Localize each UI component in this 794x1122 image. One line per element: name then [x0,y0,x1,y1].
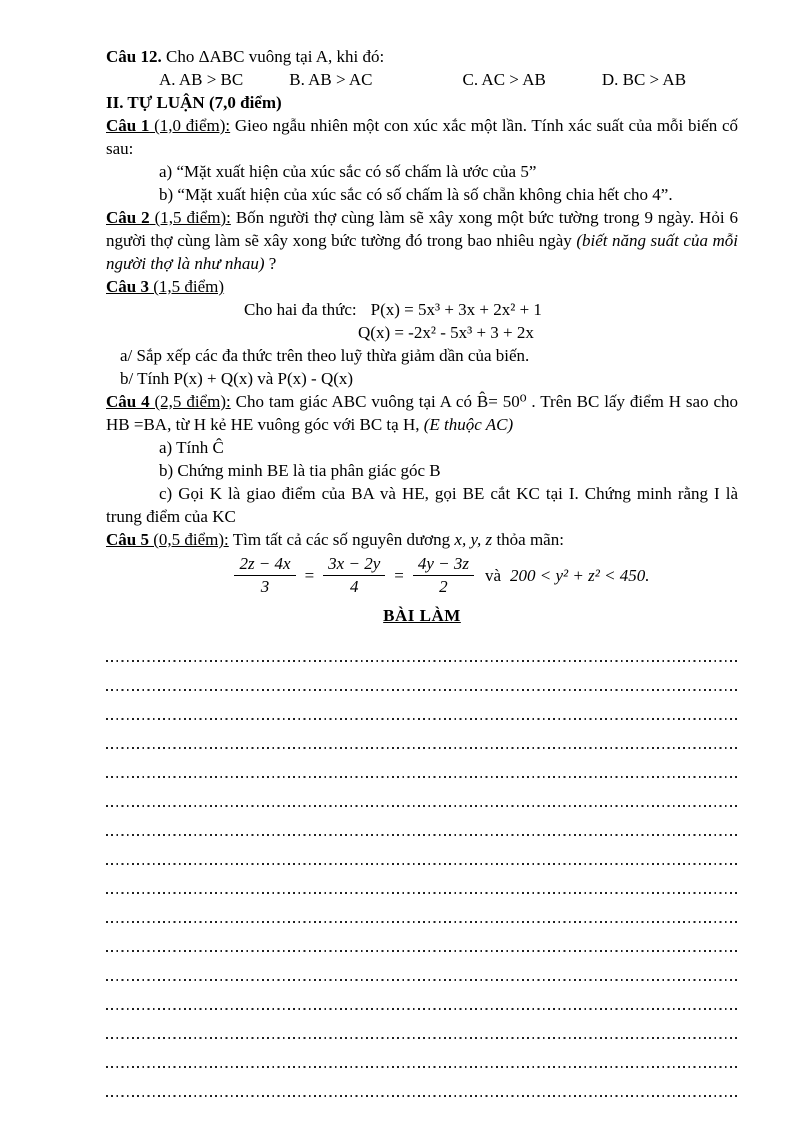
answer-line [106,691,738,720]
q3-heading-text [106,277,224,296]
q3-item-b: b/ Tính P(x) + Q(x) và P(x) - Q(x) [120,369,354,388]
q2-label: Câu 2 [106,208,150,227]
q3-item-a: a/ Sắp xếp các đa thức trên theo luỹ thừa giảm dần của biến. [120,346,530,365]
q2-body: Bốn người thợ cùng làm sẽ xây xong một bức tường trong 9 ngày. Hỏi 6 người thợ cùng làm sẽ xây xong bức tường đó trong bao nhiêu ngày [106,208,738,250]
q12-option-a: A. AB > BC [159,70,244,89]
q12-stem: Cho ΔABC vuông tại A, khi đó: [165,47,385,66]
answer-line [106,923,738,952]
q3-polynomial-p-line [244,298,738,321]
q12-label: Câu 12. [106,47,162,66]
q5-body: Tìm tất cả các số nguyên dương [232,530,451,549]
and-word: và [484,565,502,585]
question-4 [106,390,738,436]
answer-line [106,1039,738,1068]
q5-variables: x, y, z [454,530,493,549]
fraction-2-numerator: 3x − 2y [323,553,385,576]
fraction-2 [323,553,385,597]
q4-item-a [159,436,738,459]
answer-line [106,807,738,836]
question-12 [106,45,738,68]
q1-label: Câu 1 [106,116,150,135]
fraction-3-denominator: 2 [439,577,448,596]
question-2 [106,206,738,275]
answer-line [106,836,738,865]
q2-points: (1,5 điểm): [149,208,231,227]
q12-options [106,68,738,91]
fraction-1-numerator: 2z − 4x [234,553,295,576]
answer-heading [106,604,738,627]
q4-item-a-text: a) Tính [159,438,209,457]
answer-line [106,778,738,807]
q5-heading [106,530,229,549]
answer-line [106,749,738,778]
q4-angle-b: B̂= 50⁰ [476,392,527,411]
answer-line [106,865,738,894]
equals-sign: = [304,565,315,585]
fraction-1 [234,553,295,597]
answer-heading-text: BÀI LÀM [383,606,461,625]
q5-label: Câu 5 [106,530,149,549]
fraction-3 [413,553,474,597]
q5-points: (0,5 điểm): [148,530,229,549]
q4-heading [106,392,231,411]
answer-line [106,894,738,923]
answer-line [106,1010,738,1039]
answer-line [106,633,738,662]
q1-heading [106,116,230,135]
q3-label: Câu 3 [106,277,149,296]
q3-intro: Cho hai đa thức: [244,300,357,319]
fraction-3-numerator: 4y − 3z [413,553,474,576]
q4-points: (2,5 điểm): [149,392,231,411]
q1-item-b: b) “Mặt xuất hiện của xúc sắc có số chấm là số chẵn không chia hết cho 4”. [159,185,673,204]
answer-line [106,662,738,691]
section-title: II. TỰ LUẬN (7,0 điểm) [106,93,282,112]
q5-body-post: thỏa mãn: [496,530,564,549]
q4-label: Câu 4 [106,392,150,411]
q4-body2: . Trên BC lấy điểm H sao cho HB =BA, từ H kẻ HE vuông góc với BC tạ H, [106,392,739,434]
q4-body1: Cho tam giác ABC vuông tại A có [235,392,472,411]
q4-item-b: b) Chứng minh BE là tia phân giác góc B [159,461,441,480]
answer-line [106,720,738,749]
q3-polynomial-q: Q(x) = -2x² - 5x³ + 3 + 2x [358,323,534,342]
fraction-1-denominator: 3 [260,577,270,596]
fraction-2-denominator: 4 [349,577,359,596]
q3-polynomial-p: P(x) = 5x³ + 3x + 2x² + 1 [370,300,542,319]
q2-heading [106,208,231,227]
q12-option-d: D. BC > AB [601,70,687,89]
question-1 [106,114,738,160]
q4-note: (E thuộc AC) [423,415,514,434]
q12-option-c: C. AC > AB [462,70,546,89]
answer-line [106,952,738,981]
q12-option-b: B. AB > AC [289,70,373,89]
q5-condition: 200 < y² + z² < 450. [510,565,650,585]
q3-points: (1,5 điểm) [148,277,225,296]
q5-equation [106,551,738,599]
q4-item-c: c) Gọi K là giao điểm của BA và HE, gọi BE cắt KC tại I. Chứng minh rằng I là trung điểm của KC [106,484,738,526]
equals-sign: = [394,565,404,585]
q1-body: Gieo ngẫu nhiên một con xúc xắc một lần. Tính xác suất của mỗi biến cố sau: [106,116,738,158]
answer-line [106,1068,738,1097]
q1-points: (1,0 điểm): [149,116,231,135]
q1-item-a: a) “Mặt xuất hiện của xúc sắc có số chấm là ước của 5” [159,162,537,181]
answer-lines [106,633,738,1097]
question-5 [106,528,738,551]
q2-note: (biết năng suất của mỗi người thợ là như nhau) [106,231,738,273]
q3-heading [106,275,738,298]
q2-tail: ? [268,254,277,273]
q4-angle-c: Ĉ [212,438,224,457]
answer-line [106,981,738,1010]
